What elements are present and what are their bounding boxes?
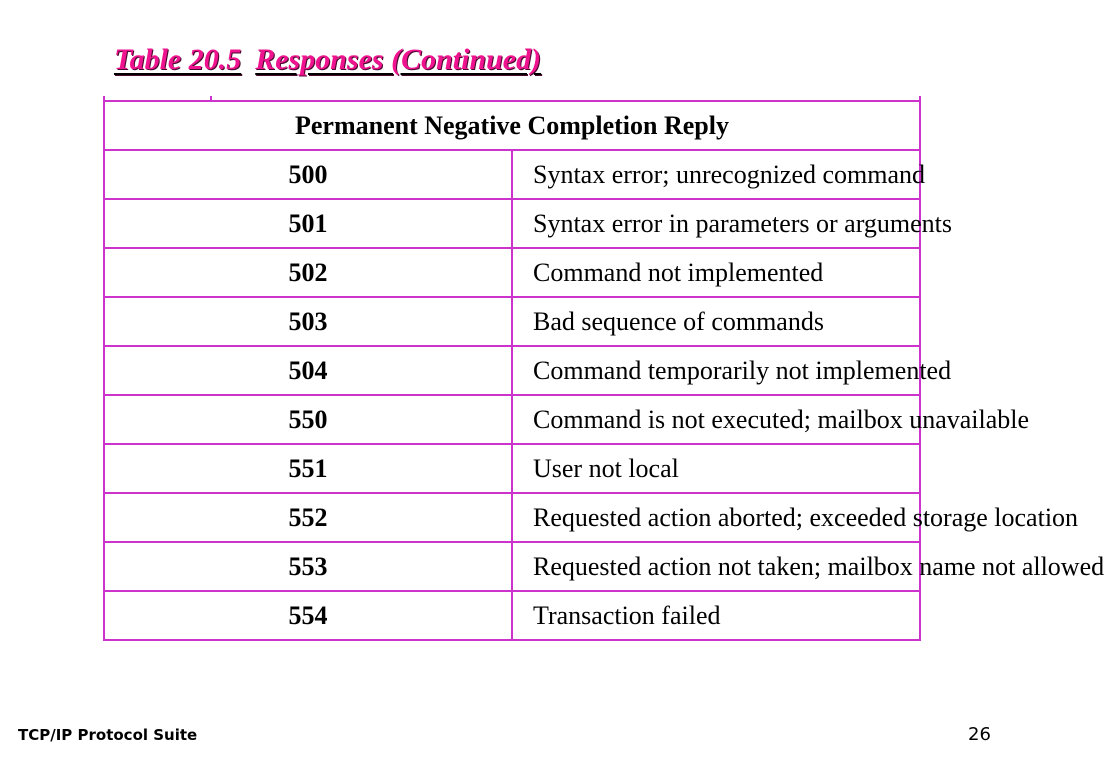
responses-table xyxy=(103,100,1104,641)
footer-book-title: TCP/IP Protocol Suite xyxy=(18,726,198,744)
table-row xyxy=(104,591,920,640)
table-row xyxy=(104,395,920,444)
reply-description: Syntax error in parameters or arguments xyxy=(512,199,920,248)
table-row xyxy=(104,150,920,199)
table-header-row xyxy=(104,101,920,150)
reply-code: 500 xyxy=(104,150,512,199)
reply-description: Bad sequence of commands xyxy=(512,297,920,346)
table-continuation-stub xyxy=(103,96,921,100)
table-row xyxy=(104,199,920,248)
reply-description: Command is not executed; mailbox unavailable xyxy=(512,395,920,444)
table-row xyxy=(104,542,920,591)
reply-code: 504 xyxy=(104,346,512,395)
reply-code: 502 xyxy=(104,248,512,297)
page-number: 26 xyxy=(968,724,991,745)
reply-code: 554 xyxy=(104,591,512,640)
table-row xyxy=(104,493,920,542)
reply-description: Syntax error; unrecognized command xyxy=(512,150,920,199)
responses-table-container xyxy=(103,96,1104,641)
reply-code: 503 xyxy=(104,297,512,346)
table-row xyxy=(104,346,920,395)
table-row xyxy=(104,444,920,493)
reply-description: User not local xyxy=(512,444,920,493)
reply-description: Command not implemented xyxy=(512,248,920,297)
reply-description: Requested action not taken; mailbox name not allowed xyxy=(512,542,920,591)
reply-code: 553 xyxy=(104,542,512,591)
table-header: Permanent Negative Completion Reply xyxy=(104,101,920,150)
table-row xyxy=(104,297,920,346)
reply-description: Transaction failed xyxy=(512,591,920,640)
reply-description: Command temporarily not implemented xyxy=(512,346,920,395)
reply-code: 551 xyxy=(104,444,512,493)
reply-code: 550 xyxy=(104,395,512,444)
reply-code: 552 xyxy=(104,493,512,542)
reply-description: Requested action aborted; exceeded storage location xyxy=(512,493,920,542)
slide-title xyxy=(114,40,541,80)
table-row xyxy=(104,248,920,297)
table-title-text: Responses (Continued) xyxy=(255,43,542,76)
table-number: Table 20.5 xyxy=(114,43,242,76)
reply-code: 501 xyxy=(104,199,512,248)
